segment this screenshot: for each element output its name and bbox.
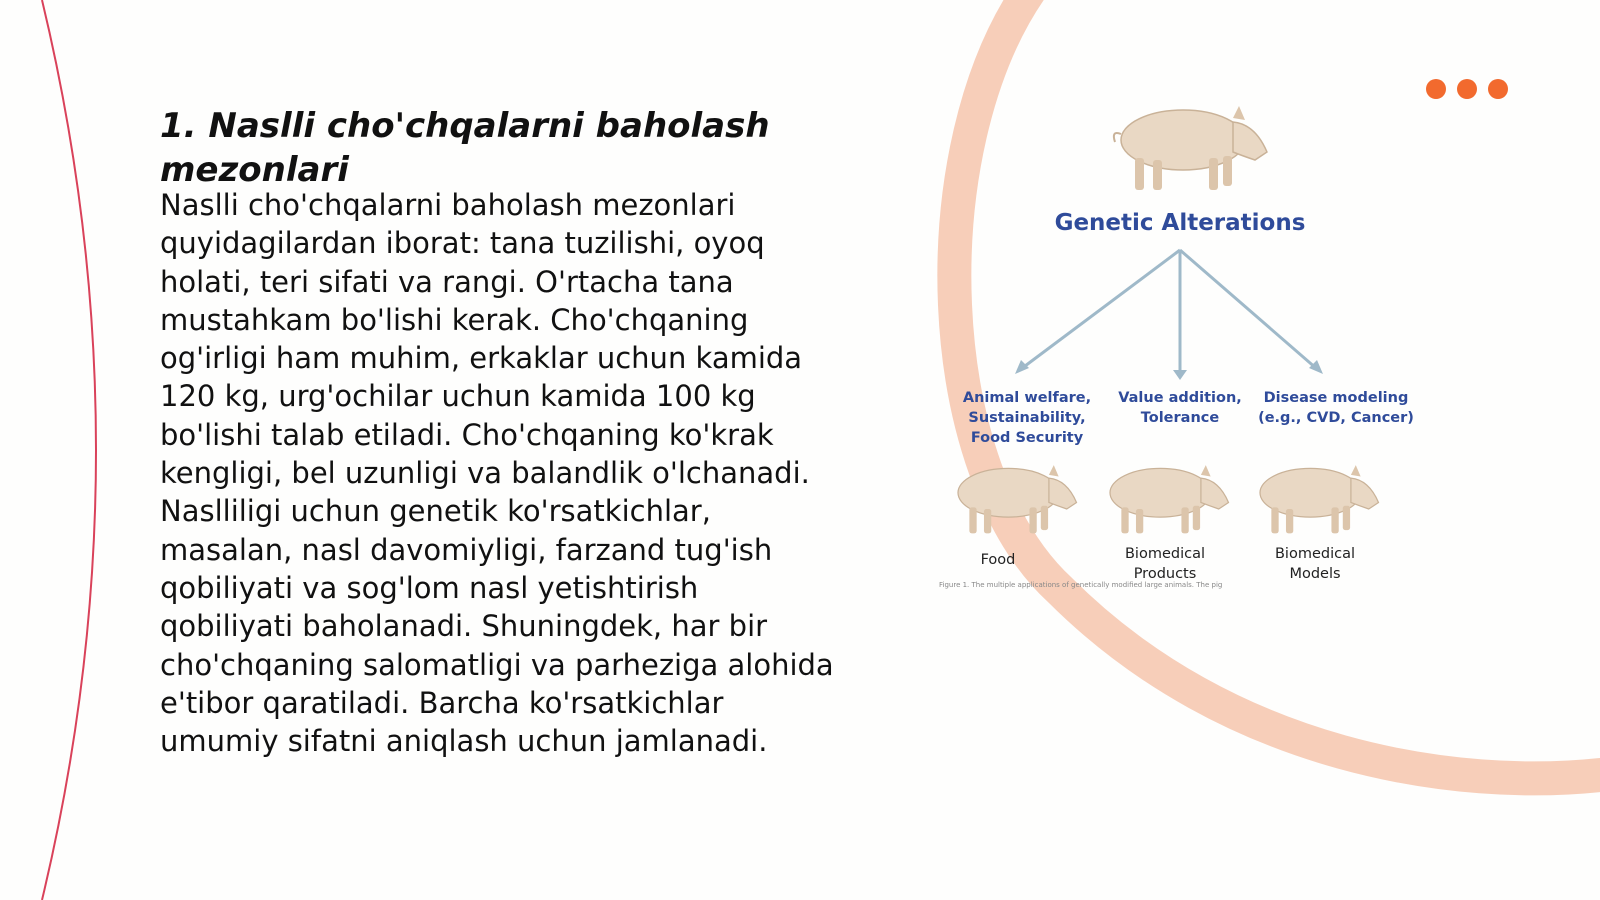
category-label: Animal welfare, Sustainability, Food Security [962,390,1092,446]
arrows [945,92,1415,392]
left-red-arc [42,0,96,900]
slide-body-text: Naslli cho'chqalarni baholash mezonlari quyidagilardan iborat: tana tuzilishi, oyoq holati, teri sifati va rangi. O'rtacha tana mustahkam bo'lishi kerak. Cho'chqaning og'irligi ham muhim, erkaklar uchun kamida 120 kg, urg'ochilar uchun kamida 100 kg bo'lishi talab etiladi. Cho'chqaning ko'krak kengligi, bel uzunligi va balandlik o'lchanadi. Naslliligi uchun genetik ko'rsatkichlar, masalan, nasl davomiyligi, farzand tug'ish qobiliyati va sog'lom nasl yetishtirish qobiliyati baholanadi. Shuningdek, har bir cho'chqaning salomatligi va parheziga alohida e'tibor qaratiladi. Barcha ko'rsatkichlar umumiy sifatni aniqlash uchun jamlanadi. [160,188,834,759]
category-label: Value addition, Tolerance [1118,390,1242,426]
output-label: Biomedical Products [1124,546,1205,582]
figure-heading: Genetic Alterations [1054,210,1306,236]
figure-caption: Figure 1. The multiple applications of genetically modified large animals. The pig [939,581,1223,589]
pig-icon [1097,454,1235,538]
category-label: Disease modeling (e.g., CVD, Cancer) [1258,390,1414,426]
dot [1426,79,1446,99]
dot [1488,79,1508,99]
dots-menu-icon[interactable] [1426,79,1508,99]
pig-icon [1247,454,1385,538]
dot [1457,79,1477,99]
output-label: Food [980,552,1016,568]
pig-icon [945,454,1083,538]
output-label: Biomedical Models [1274,546,1355,582]
genetic-alterations-figure [939,92,1415,597]
slide-title: 1. Naslli cho'chqalarni baholash mezonlari [160,106,770,190]
